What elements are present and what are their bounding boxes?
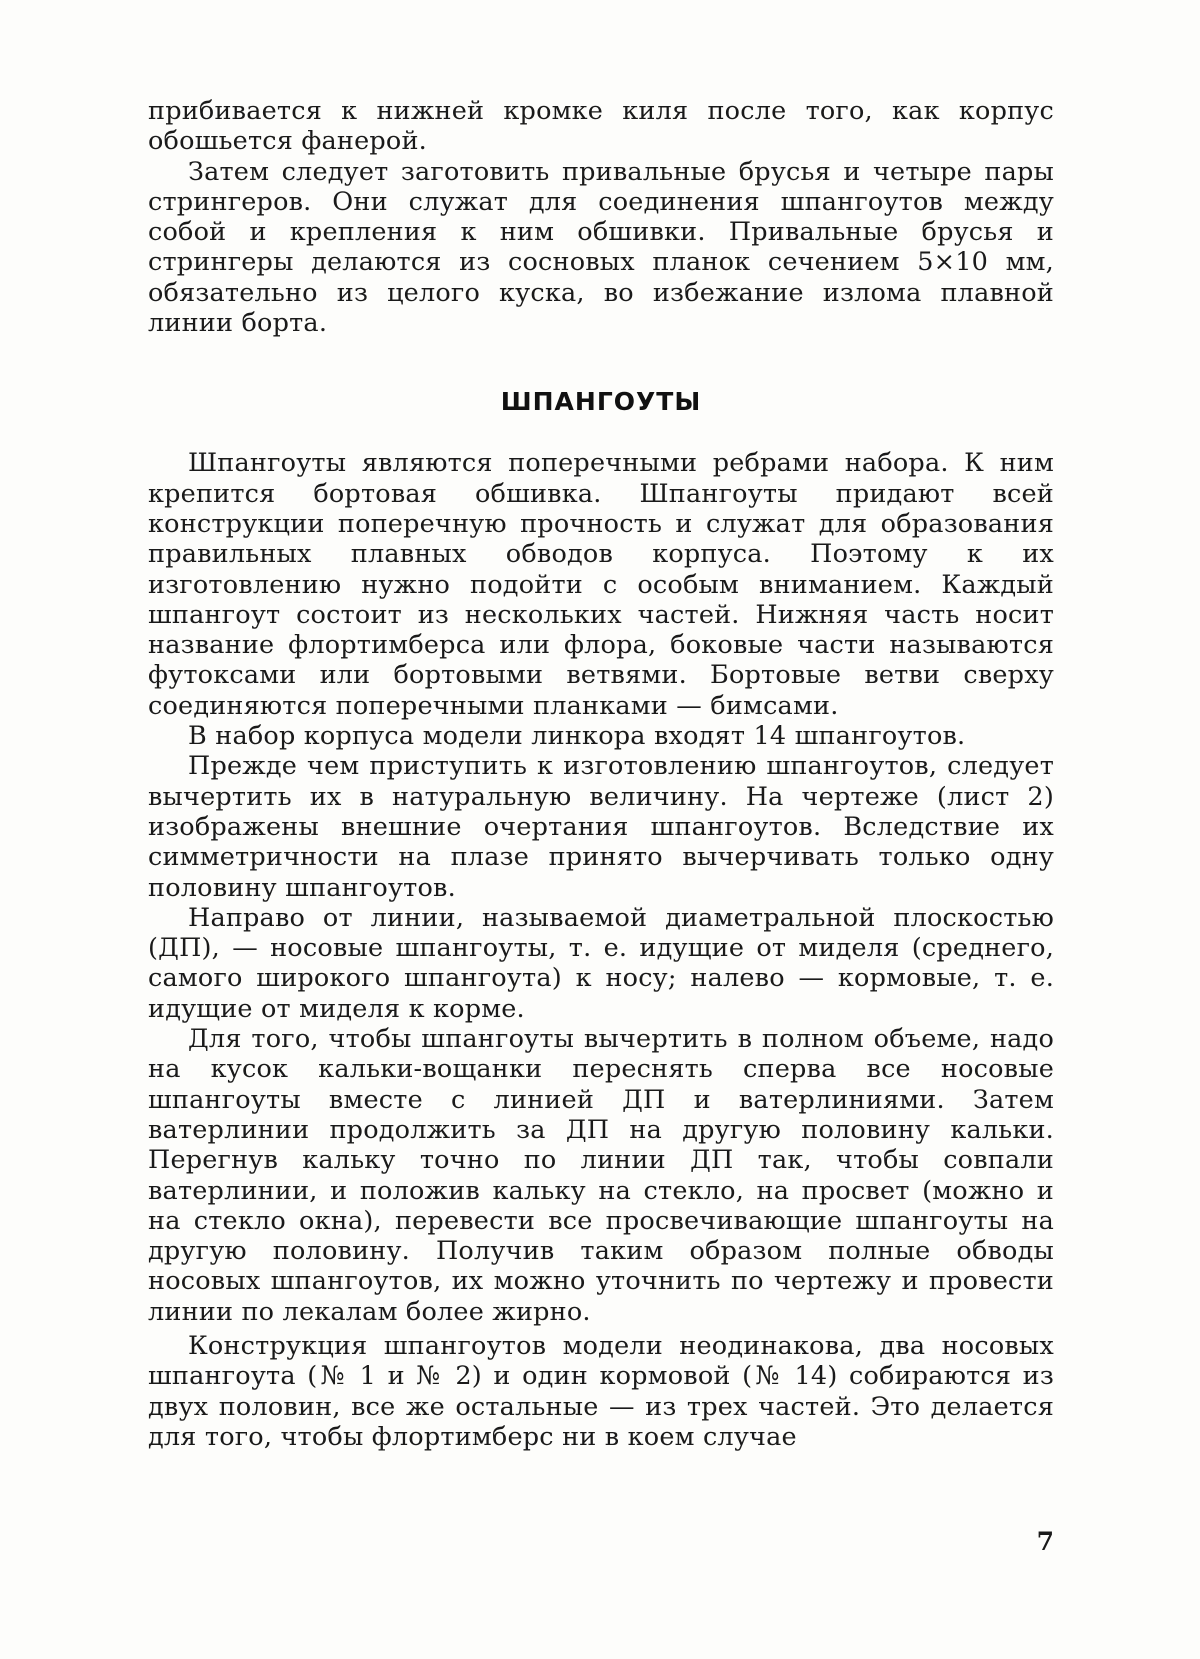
section-heading: ШПАНГОУТЫ <box>148 386 1054 418</box>
paragraph-tracing: Для того, чтобы шпангоуты вычертить в полном объеме, надо на кусок кальки-вощанки переснять сперва все носовые шпангоуты вместе с линией ДП и ватерлиниями. Затем ватерлинии продолжить за ДП на другую половину кальки. Перегнув кальку точно по линии ДП так, чтобы совпали ватерлинии, и положив кальку на стекло, на просвет (можно и на стекло окна), перевести все просвечивающие шпангоуты на другую половину. Получив таким образом полные обводы носовых шпангоутов, их можно уточнить по чертежу и провести линии по лекалам более жирно. <box>148 1024 1054 1327</box>
paragraph-frame-construction: Конструкция шпангоутов модели неодинакова, два носовых шпангоута (№ 1 и № 2) и один кормовой (№ 14) собираются из двух половин, все же остальные — из трех частей. Это делается для того, чтобы флортимберс ни в коем случае <box>148 1331 1054 1452</box>
paragraph-centerline: Направо от линии, называемой диаметральной плоскостью (ДП), — носовые шпангоуты, т. е. идущие от миделя (среднего, самого широкого шпангоута) к носу; налево — кормовые, т. е. идущие от миделя к корме. <box>148 903 1054 1024</box>
paragraph-stringers: Затем следует заготовить привальные брусья и четыре пары стрингеров. Они служат для соединения шпангоутов между собой и крепления к ним обшивки. Привальные брусья и стрингеры делаются из сосновых планок сечением 5×10 мм, обязательно из целого куска, во избежание излома плавной линии борта. <box>148 157 1054 339</box>
book-page <box>0 0 1200 1659</box>
paragraph-frame-count: В набор корпуса модели линкора входят 14 шпангоутов. <box>148 721 1054 751</box>
paragraph-continuation: прибивается к нижней кромке киля после того, как корпус обошьется фанерой. <box>148 96 1054 157</box>
paragraph-drawing-frames: Прежде чем приступить к изготовлению шпангоутов, следует вычертить их в натуральную величину. На чертеже (лист 2) изображены внешние очертания шпангоутов. Вследствие их симметричности на плазе принято вычерчивать только одну половину шпангоутов. <box>148 751 1054 902</box>
page-number: 7 <box>1018 1527 1054 1556</box>
paragraph-frames-definition: Шпангоуты являются поперечными ребрами набора. К ним крепится бортовая обшивка. Шпангоуты придают всей конструкции поперечную прочность и служат для образования правильных плавных обводов корпуса. Поэтому к их изготовлению нужно подойти с особым вниманием. Каждый шпангоут состоит из нескольких частей. Нижняя часть носит название флортимберса или флора, боковые части называются футоксами или бортовыми ветвями. Бортовые ветви сверху соединяются поперечными планками — бимсами. <box>148 448 1054 721</box>
page-text-column <box>148 96 1054 1452</box>
